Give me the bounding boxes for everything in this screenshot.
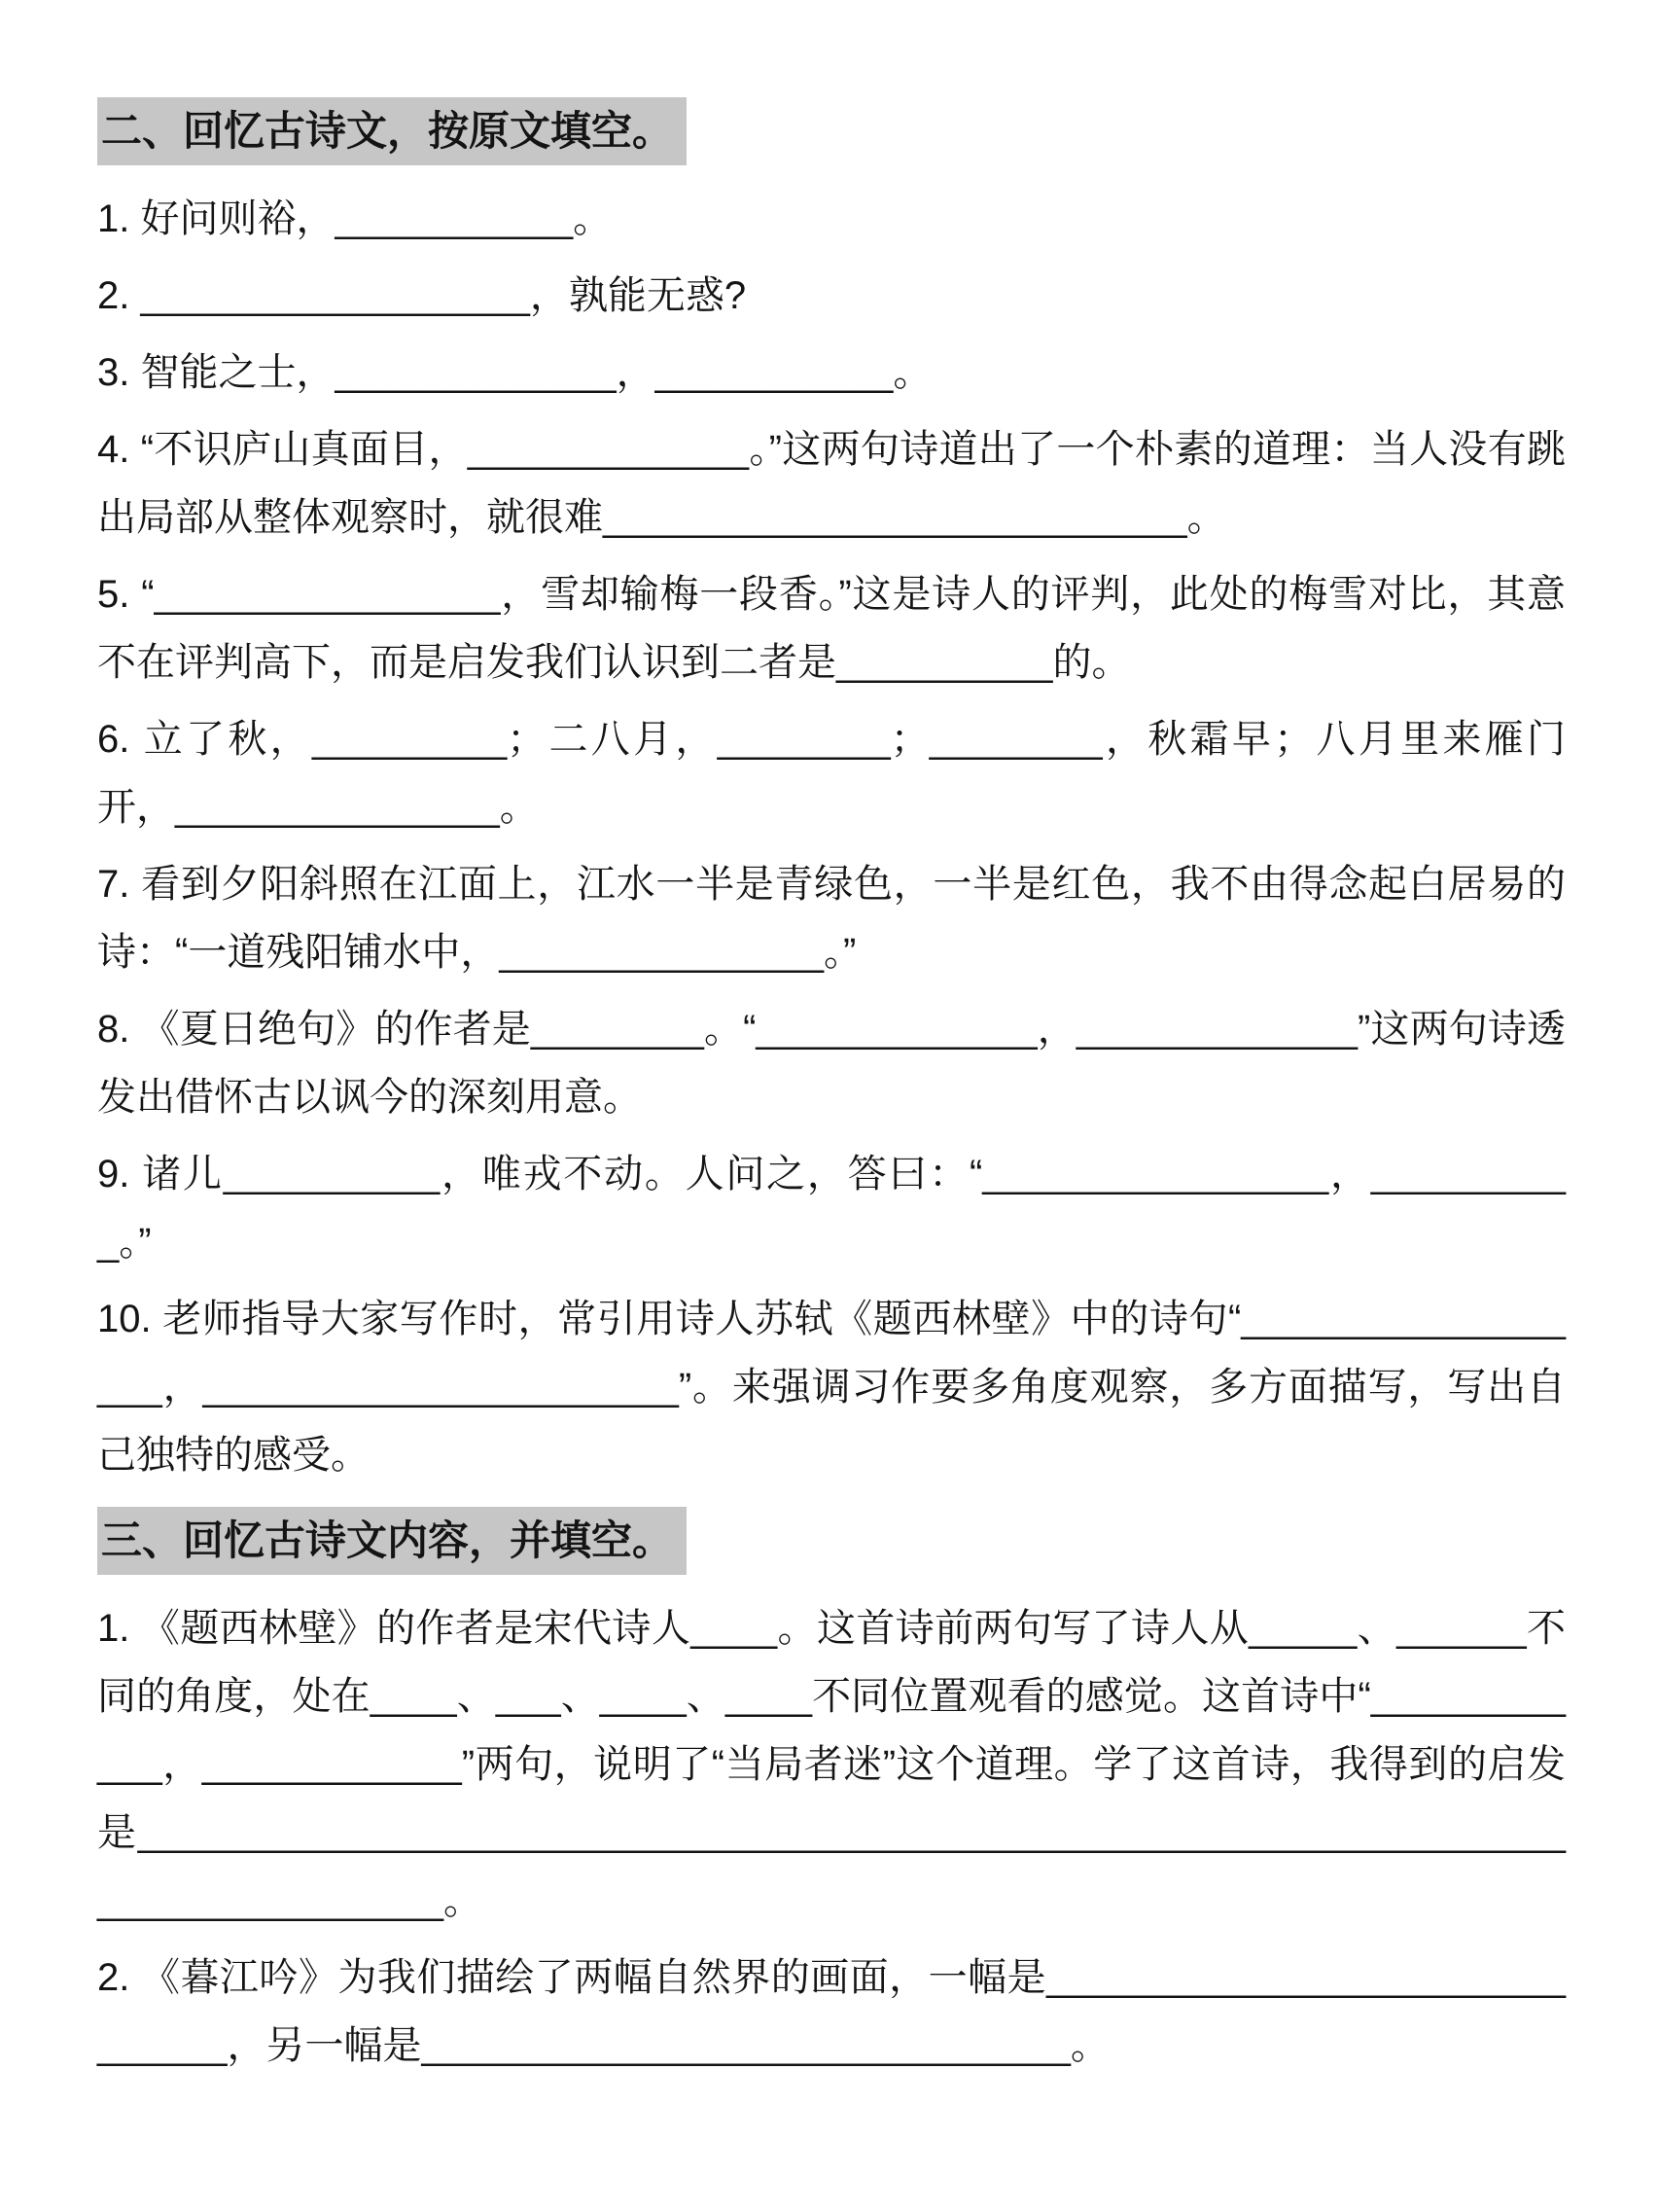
question-2-6: 6. 立了秋，_________；二八月，________；________，秋霜早；八月里来雁门开，_______________。 [97,718,1566,829]
question-2-8: 8. 《夏日绝句》的作者是________。“_____________，_____________”这两句诗透发出借怀古以讽今的深刻用意。 [97,1008,1566,1119]
question-3-2: 2. 《暮江吟》为我们描绘了两幅自然界的画面，一幅是______________________________，另一幅是______________________________。 [97,1956,1566,2067]
question-2-3: 3. 智能之士，_____________，___________。 [97,351,933,394]
section-2-heading: 二、回忆古诗文，按原文填空。 [97,97,687,165]
question-2-5: 5. “________________，雪却输梅一段香。”这是诗人的评判，此处的梅雪对比，其意不在评判高下，而是启发我们认识到二者是__________的。 [97,573,1566,684]
section-heading-row [97,97,1566,165]
question-3-1: 1. 《题西林壁》的作者是宋代诗人____。这首诗前两句写了诗人从_____、______不同的角度，处在____、___、____、____不同位置观看的感觉。这首诗中“____________，____________”两句，说明了“当局者迷”这个道理。学了这首诗，我得到的启发是__________________________________________________________________________________。 [97,1607,1566,1922]
question-2-9: 9. 诸儿__________，唯戎不动。人问之，答曰：“________________，__________。” [97,1153,1566,1264]
question-2-2: 2. __________________，孰能无惑? [97,274,747,317]
question-2-1: 1. 好问则裕，___________。 [97,197,613,240]
question-2-4: 4. “不识庐山真面目，_____________。”这两句诗道出了一个朴素的道理：当人没有跳出局部从整体观察时，就很难___________________________。 [97,428,1566,539]
question-2-10: 10. 老师指导大家写作时，常引用诗人苏轼《题西林壁》中的诗句“__________________，______________________”。来强调习作要多角度观察，多方面描写，写出自己独特的感受。 [97,1298,1566,1477]
section-3-heading: 三、回忆古诗文内容，并填空。 [97,1507,687,1575]
section-recall-content [97,1507,1566,2080]
section-heading-row [97,1507,1566,1575]
question-2-7: 7. 看到夕阳斜照在江面上，江水一半是青绿色，一半是红色，我不由得念起白居易的诗：“一道残阳铺水中，_______________。” [97,863,1566,974]
section-fill-in-original-text [97,97,1566,1489]
